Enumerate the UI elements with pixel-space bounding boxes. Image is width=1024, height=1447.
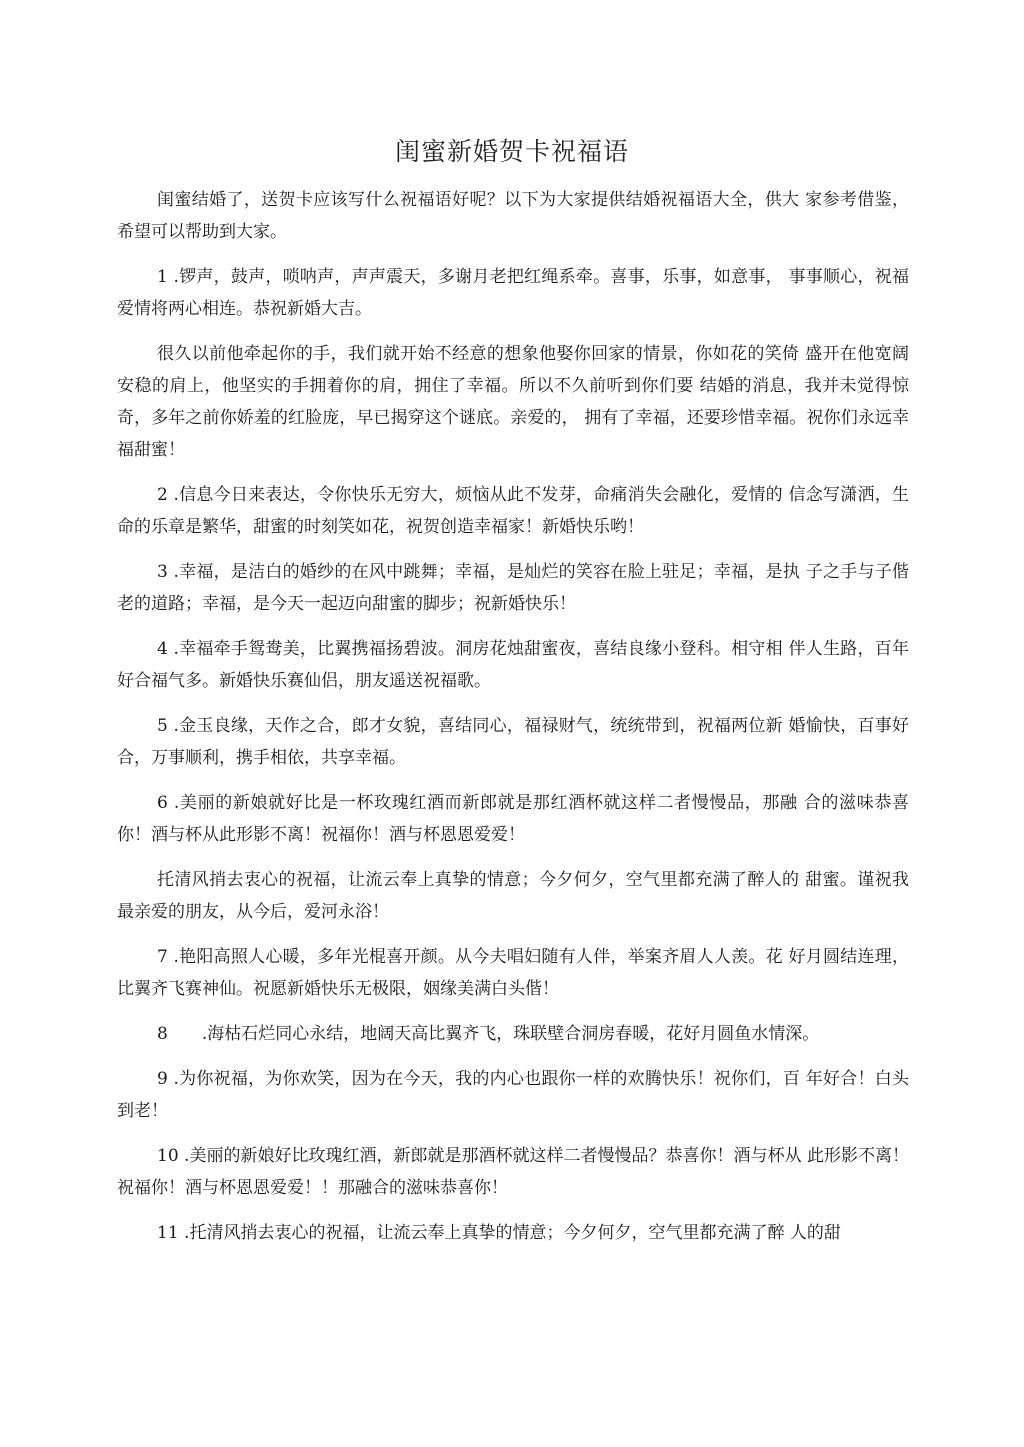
- document-title: 闺蜜新婚贺卡祝福语: [394, 137, 629, 166]
- paragraph-8: 8 .海枯石烂同心永结，地阔天高比翼齐飞，珠联壁合洞房春暖，花好月圆鱼水情深。: [157, 1024, 820, 1044]
- paragraph-3: 3 .幸福，是洁白的婚纱的在风中跳舞；幸福，是灿烂的笑容在脸上驻足；幸福，是执 子之手与子偕老的道路；幸福，是今天一起迈向甜蜜的脚步；祝新婚快乐！: [117, 562, 909, 614]
- paragraph-11: 11 .托清风捎去衷心的祝福，让流云奉上真挚的情意；今夕何夕，空气里都充满了醉 人的甜: [157, 1223, 841, 1243]
- paragraph-2: 2 .信息今日来表达，令你快乐无穷大，烦恼从此不发芽，命痛消失会融化，爱情的 信念写潇洒，生命的乐章是繁华，甜蜜的时刻笑如花，祝贺创造幸福家！新婚快乐哟！: [117, 485, 909, 537]
- paragraph-6: 6 .美丽的新娘就好比是一杯玫瑰红酒而新郎就是那红酒杯就这样二者慢慢品，那融 合的滋味恭喜你！酒与杯从此形影不离！祝福你！酒与杯恩恩爱爱！: [117, 793, 909, 845]
- document-body: [117, 184, 909, 1262]
- paragraph-5: 5 .金玉良缘，天作之合，郎才女貌，喜结同心，福禄财气，统统带到，祝福两位新 婚愉快，百事好合，万事顺利，携手相依，共享幸福。: [117, 716, 909, 768]
- paragraph-1: 1 .锣声，鼓声，唢呐声，声声震天，多谢月老把红绳系牵。喜事，乐事，如意事， 事事顺心，祝福爱情将两心相连。恭祝新婚大吉。: [117, 267, 909, 319]
- paragraph-10: 10 .美丽的新娘好比玫瑰红酒，新郎就是那酒杯就这样二者慢慢品？恭喜你！酒与杯从 此形影不离！祝福你！酒与杯恩恩爱爱！！那融合的滋味恭喜你！: [117, 1146, 909, 1198]
- paragraph-7: 7 .艳阳高照人心暖，多年光棍喜开颜。从今夫唱妇随有人伴，举案齐眉人人羡。花 好月圆结连理，比翼齐飞赛神仙。祝愿新婚快乐无极限，姻缘美满白头偕！: [117, 947, 909, 999]
- paragraph-9: 9 .为你祝福，为你欢笑，因为在今天，我的内心也跟你一样的欢腾快乐！祝你们，百 年好合！白头到老！: [117, 1069, 909, 1121]
- paragraph-4: 4 .幸福牵手鸳鸯美，比翼携福扬碧波。洞房花烛甜蜜夜，喜结良缘小登科。相守相 伴人生路，百年好合福气多。新婚快乐赛仙侣，朋友遥送祝福歌。: [117, 639, 909, 691]
- paragraph-intro: 闺蜜结婚了，送贺卡应该写什么祝福语好呢？以下为大家提供结婚祝福语大全，供大 家参考借鉴，希望可以帮助到大家。: [117, 190, 909, 242]
- paragraph-unnumbered-1: 很久以前他牵起你的手，我们就开始不经意的想象他娶你回家的情景，你如花的笑倚 盛开在他宽阔安稳的肩上，他坚实的手拥着你的肩，拥住了幸福。所以不久前听到你们要 结婚的消息，我并未觉得惊奇，多年之前你娇羞的红脸庞，早已揭穿这个谜底。亲爱的， 拥有了幸福，还要珍惜幸福。祝你们永远幸福甜蜜！: [117, 344, 909, 460]
- paragraph-unnumbered-2: 托清风捎去衷心的祝福，让流云奉上真挚的情意；今夕何夕，空气里都充满了醉人的 甜蜜。谨祝我最亲爱的朋友，从今后，爱河永浴！: [117, 870, 909, 922]
